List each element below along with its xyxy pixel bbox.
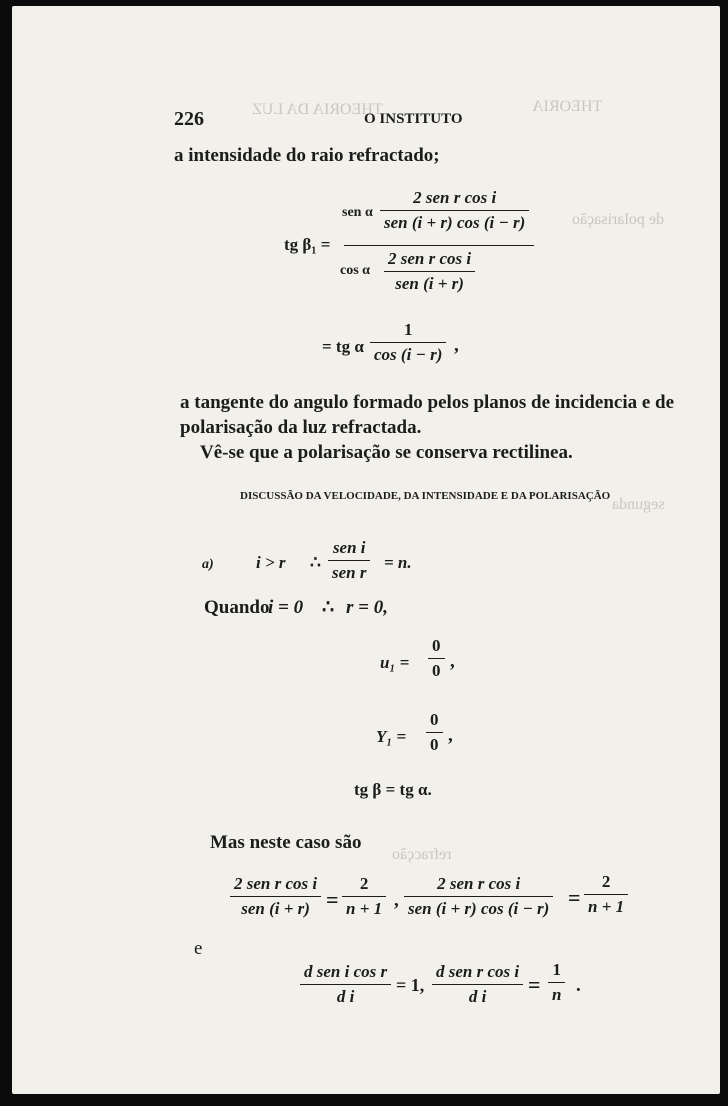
case-a-condition: i > r [256, 553, 286, 572]
bleed-through: de polarisação [572, 211, 664, 228]
bleed-through: refracção [392, 846, 452, 863]
y1-tail: , [448, 725, 453, 746]
formula3-fraction-2 [342, 874, 386, 919]
page-number: 226 [174, 108, 204, 130]
denominator: n + 1 [346, 899, 383, 918]
text-line: Vê-se que a polarisação se conserva rectilinea. [200, 442, 573, 463]
denominator: n + 1 [588, 897, 625, 916]
denominator: sen (i + r) [395, 274, 464, 293]
comma: , [394, 890, 399, 911]
denominator: sen (i + r) cos (i − r) [384, 213, 526, 232]
numerator: 0 [430, 710, 439, 729]
numerator: 0 [432, 636, 441, 655]
formula4-fraction-3 [548, 960, 565, 1005]
formula3-fraction-4 [584, 872, 628, 917]
book-page [12, 6, 720, 1094]
case-a-fraction [328, 538, 370, 583]
u1-lhs: u₁ = [380, 653, 410, 672]
formula1-top-fraction [380, 188, 529, 233]
running-title: O INSTITUTO [364, 111, 463, 127]
u1-fraction [428, 636, 445, 681]
formula1-main-bar [344, 245, 534, 246]
text-line: Mas neste caso são [210, 832, 362, 853]
numerator: 1 [403, 320, 413, 339]
quando-rhs: r = 0, [346, 597, 388, 618]
u1-tail: , [450, 651, 455, 672]
formula2-tail: , [454, 335, 459, 356]
numerator: 2 sen r cos i [437, 874, 521, 893]
numerator: d sen i cos r [304, 962, 388, 981]
bleed-through: THEORIA [532, 98, 603, 115]
equals-sign: = [326, 887, 339, 912]
numerator: 2 [359, 874, 369, 893]
numerator: sen i [332, 538, 366, 557]
denominator: d i [468, 987, 487, 1006]
therefore-symbol: ∴ [322, 597, 335, 618]
formula1-bottom-fraction [384, 249, 475, 294]
denominator: 0 [430, 735, 439, 754]
formula4-fraction-2 [432, 962, 523, 1007]
text-line: a tangente do angulo formado pelos planos de incidencia e de [180, 392, 675, 413]
denominator: sen (i + r) cos (i − r) [408, 899, 550, 918]
formula2-eq: = tg α [322, 337, 364, 356]
case-a-label: a) [202, 557, 214, 572]
section-heading: DISCUSSÃO DA VELOCIDADE, DA INTENSIDADE E DA POLARISAÇÃO [240, 490, 611, 502]
quando-text: Quando [204, 597, 270, 618]
y1-lhs: Y₁ = [376, 727, 407, 746]
denominator: sen r [332, 563, 367, 582]
equals-sign: = [568, 885, 581, 910]
denominator: n [552, 985, 562, 1004]
text-line: polarisação da luz refractada. [180, 417, 422, 438]
numerator: 1 [552, 960, 561, 979]
formula1-lhs: tg β₁ = [284, 235, 331, 254]
text-line: a intensidade do raio refractado; [174, 145, 440, 166]
denominator: cos (i − r) [374, 345, 443, 364]
numerator: 2 sen r cos i [388, 249, 472, 268]
formula3-fraction-1 [230, 874, 321, 919]
quando-lhs: i = 0 [268, 597, 304, 618]
denominator: 0 [432, 661, 441, 680]
formula1-cos-alpha: cos α [340, 263, 370, 278]
formula2-fraction [370, 320, 446, 365]
formula3-fraction-3 [404, 874, 553, 919]
bleed-through: THEORIA DA LUZ [252, 101, 383, 118]
y1-fraction [426, 710, 443, 755]
tg-beta-equation: tg β = tg α. [354, 780, 432, 799]
case-a-rhs: = n. [384, 553, 412, 572]
denominator: sen (i + r) [241, 899, 310, 918]
therefore-symbol: ∴ [310, 553, 321, 572]
bleed-through: segunda [612, 496, 665, 513]
formula1-sen-alpha: sen α [342, 205, 373, 220]
denominator: d i [336, 987, 355, 1006]
equals-sign: = [528, 972, 541, 997]
numerator: 2 [601, 872, 611, 891]
numerator: 2 sen r cos i [234, 874, 318, 893]
numerator: d sen r cos i [436, 962, 520, 981]
formula4-eq1: = 1, [396, 975, 425, 995]
formula4-fraction-1 [300, 962, 391, 1007]
formula4-tail: . [576, 975, 581, 996]
numerator: 2 sen r cos i [413, 188, 497, 207]
text-line: e [194, 938, 203, 959]
